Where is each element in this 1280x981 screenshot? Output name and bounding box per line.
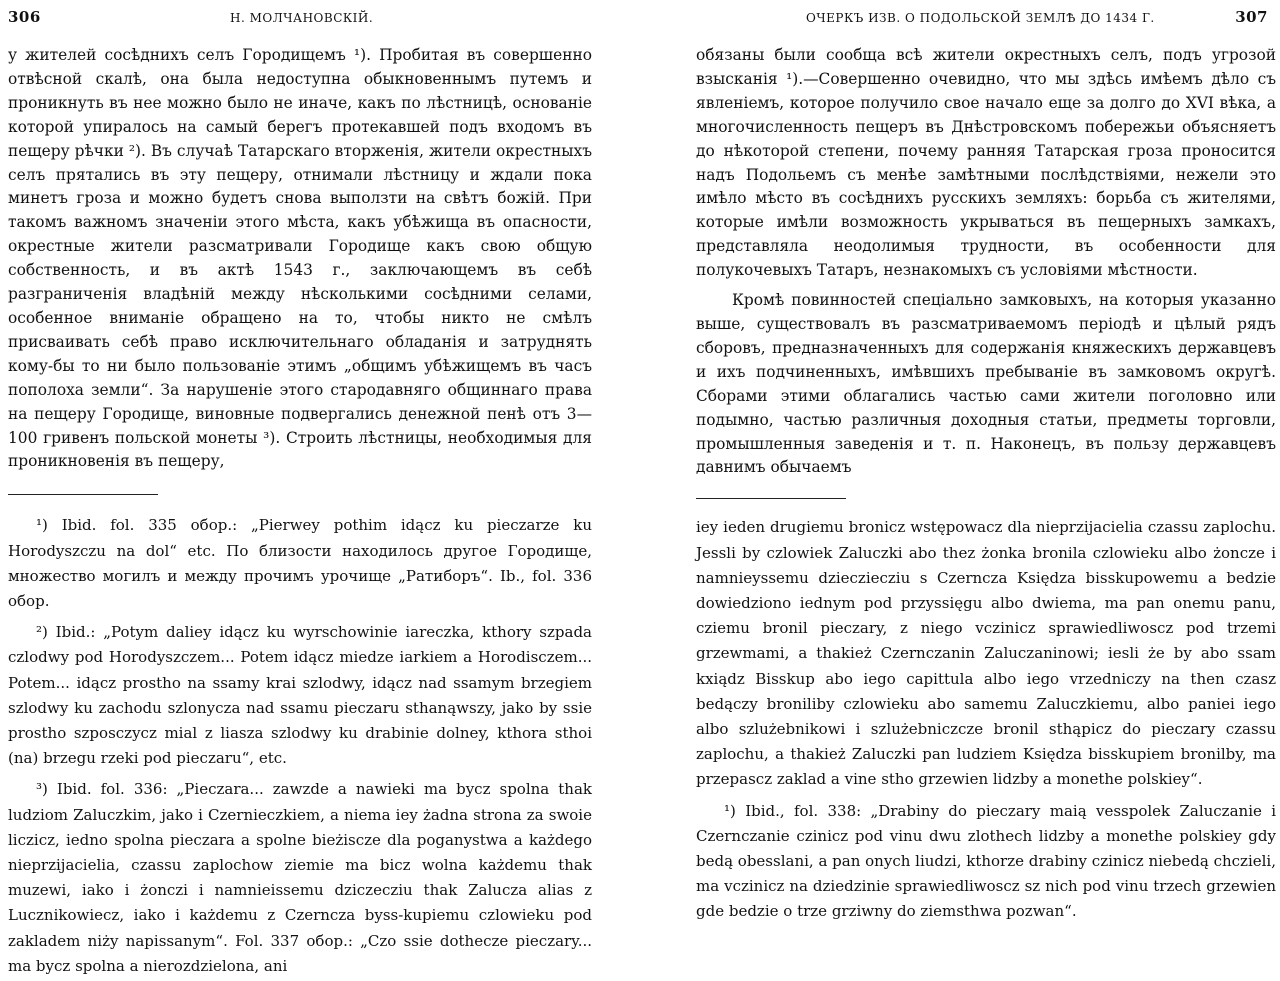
- left-running-head: [8, 8, 592, 30]
- right-running-head: [696, 8, 1276, 30]
- right-footnotes: [696, 515, 1276, 924]
- right-footnote-continuation: iey ieden drugiemu bronicz wstępowacz dla nieprzijacielia czassu zaplochu. Jessli by czlowiek Zaluczki abo thez żonka bronila czlowieku albo żoncze i namnieyssemu dzieczieczіu s Czerncza Księdza bisskupowemu a bedzie dowiedziono iednym pod przyssięgu albo dwiema, ma pan onemu panu, cziemu bronil pieczary, z niego vczinicz sprawiedliwoscz pod trzemi grzewmami, a thakież Czernczanin Zaluczaninowi; iesli że by abo ssam kxiądz Bisskup abo iego capittula albo iego vrzedniczy na then czasz bedączy broniliby czlowieku abo samemu Zaluczkiemu, albo paniei iego albo szlużebnikowi i szlużebniczcze bronil sthąpicz do pieczary czassu zaplochu, a thakież Zaluczki pan ludziem Księdza bisskupiem bronilby, ma przepascz zaklad a vine stho grzewien lidzby a monethe polskiey“.: [696, 518, 1276, 789]
- right-main-text: [696, 44, 1276, 480]
- right-paragraph-1: обязаны были сообща всѣ жители окрестныхъ селъ, подъ угрозой взысканія ¹).—Совершенно очевидно, что мы здѣсь имѣемъ дѣло съ явленіемъ, которое получило свое начало еще за долго до XVI вѣка, а многочисленность пещеръ въ Днѣстровскомъ побережьи объясняетъ до нѣкоторой степени, почему ранняя Татарская гроза проносится надъ Подольемъ съ менѣе замѣтными послѣдствіями, нежели это имѣло мѣсто въ сосѣднихъ русскихъ земляхъ: борьба съ жителями, которые имѣли возможность укрываться въ пещерныхъ замкахъ, представляла неодолимыя трудности, въ особенности для полукочевыхъ Татаръ, незнакомыхъ съ условіями мѣстности.: [696, 46, 1276, 280]
- right-page: [642, 0, 1280, 981]
- left-footnote-3: ³) Ibid. fol. 336: „Pieczara... zawzde a nawieki ma bycz spolna thak ludziom Zaluczkim, jako i Czernieczkiem, a niema iey żadna strona za swoie liczicz, iedno spolna pieczara a spolne bieżiscze dla poganystwa a każdego nieprzijacielia, czassu zaplochow ziemie ma bicz wolna każdemu thak muzewi, iako i żonczi i namnieissemu dziczecziu thak Zalucza alias z Lucznikowiecz, iako i każdemu z Czerncza byss-kupiemu czlowieku pod zakladem niży napissanym“. Fol. 337 обор.: „Czo ssie dothecze pieczary... ma bycz spolna a nierozdzielona, ani: [8, 780, 592, 975]
- right-footnote-1: ¹) Ibid., fol. 338: „Drabiny do pieczary maią vesspolek Zaluczanie i Czernczanie czinicz pod vinu dwu zlothech lidzby a monethe polskiey gdy bedą obesslani, a pan onych liudzi, kthorze drabiny czinicz niebedą chczieli, ma vczinicz na dziedzinie sprawiedliwoscz sz nich pod vinu trzech grzewien gde bedzie o trze grziwny do ziemsthwa pozwan“.: [696, 801, 1276, 921]
- left-running-title: Н. МОЛЧАНОВСКІЙ.: [230, 11, 374, 25]
- left-footnotes: [8, 513, 592, 979]
- right-page-number: 307: [1235, 8, 1268, 26]
- left-paragraph-1: у жителей сосѣднихъ селъ Городищемъ ¹). Пробитая въ совершенно отвѣсной скалѣ, она была недоступна обыкновеннымъ путемъ и проникнуть въ нее можно было не иначе, какъ по лѣстницѣ, основаніе которой упиралось на самый берегъ протекавшей подъ входомъ въ пещеру рѣчки ²). Въ случаѣ Татарскаго вторженія, жители окрестныхъ селъ прятались въ эту пещеру, отнимали лѣстницу и ждали пока минетъ гроза и можно будетъ снова выползти на свѣтъ божій. При такомъ важномъ значеніи этого мѣста, какъ убѣжища въ опасности, окрестные жители разсматривали Городище какъ свою общую собственность, и въ актѣ 1543 г., заключающемъ въ себѣ разграниченія владѣній между нѣсколькими сосѣдними селами, особенное вниманіе обращено на то, чтобы никто не смѣлъ присваивать себѣ право исключительнаго обладанія и затруднять кому-бы то ни было пользованіе этимъ „общимъ убѣжищемъ въ часъ пополоха земли“. За нарушеніе этого стародавняго общиннаго права на пещеру Городище, виновные подвергались денежной пенѣ отъ 3—100 гривенъ польской монеты ³). Строить лѣстницы, необходимыя для проникновенія въ пещеру,: [8, 46, 592, 471]
- right-footnote-rule: [696, 498, 846, 499]
- right-paragraph-2: Кромѣ повинностей спеціально замковыхъ, на которыя указанно выше, существовалъ въ разсматриваемомъ періодѣ и цѣлый рядъ сборовъ, предназначенныхъ для содержанія княжескихъ державцевъ и ихъ подчиненныхъ, имѣвшихъ пребываніе въ замковомъ округѣ. Сборами этими облагались частью сами жители поголовно или подымно, частью различныя доходныя статьи, предметы торговли, промышленныя заведенія и т. п. Наконецъ, въ пользу державцевъ давнимъ обычаемъ: [696, 291, 1276, 477]
- right-running-title: ОЧЕРКЪ ИЗВ. О ПОДОЛЬСКОЙ ЗЕМЛѢ ДО 1434 Г.: [806, 11, 1155, 25]
- left-footnote-1: ¹) Ibid. fol. 335 обор.: „Pierwey pothim idącz ku pieczarze ku Horodyszczu na dol“ etc. По близости находилось другое Городище, множество могилъ и между прочимъ урочище „Ратиборъ“. Ib., fol. 336 обор.: [8, 516, 592, 610]
- left-main-text: [8, 44, 592, 474]
- left-page-number: 306: [8, 8, 41, 26]
- left-footnote-rule: [8, 494, 158, 495]
- left-footnote-2: ²) Ibid.: „Potym daliey idącz ku wyrschowinie iareczka, kthory szpada czlodwy pod Horodyszczem... Potem idącz miedze iarkiem a Horodisczem... Potem... idącz prostho na ssamy krai szlodwy, idącz nad ssamym brzegiem szlodwy ku zachodu szlonycza nad ssamu pieczaru sthanąwszy, jako by ssie prostho szposczycz mial z liasza szlodwy ku drabinie dolney, kthora sthoi (na) brzegu rzeki pod pieczaru“, etc.: [8, 623, 592, 768]
